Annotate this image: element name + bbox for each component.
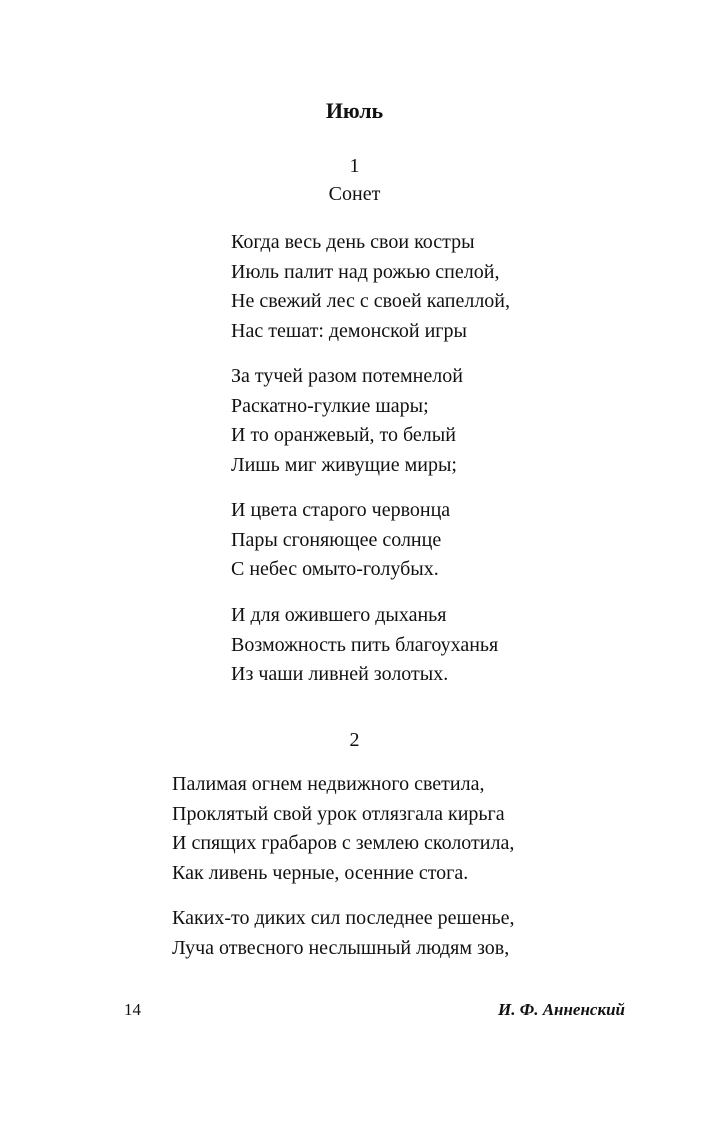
verse-line: И то оранжевый, то белый: [231, 424, 456, 446]
verse-line: Проклятый свой урок отлязгала кирьга: [172, 802, 505, 825]
part-number-1: 1: [349, 155, 360, 177]
stanza-1-4: [231, 601, 498, 690]
verse-line: Раскатно-гулкие шары;: [231, 394, 429, 417]
verse-line: Не свежий лес с своей капеллой,: [231, 290, 511, 312]
verse-line: Пары сгоняющее солнце: [231, 528, 442, 551]
verse-line: И для ожившего дыханья: [231, 604, 447, 626]
verse-line: Палимая огнем недвижного светила,: [172, 773, 485, 795]
stanza-2-1: [172, 770, 514, 888]
verse-line: Когда весь день свои костры: [231, 231, 475, 253]
verse-line: Июль палит над рожью спелой,: [231, 260, 500, 283]
verse-line: За тучей разом потемнелой: [231, 365, 463, 387]
verse-line: И спящих грабаров с землею сколотила,: [172, 832, 515, 854]
verse-line: И цвета старого червонца: [231, 499, 451, 521]
verse-line: С небес омыто-голубых.: [231, 558, 439, 580]
verse-line: Как ливень черные, осенние стога.: [172, 861, 469, 884]
verse-line: Нас тешат: демонской игры: [231, 319, 467, 342]
stanza-1-3: [231, 496, 450, 585]
verse-line: Возможность пить благоуханья: [231, 633, 499, 656]
verse-line: Из чаши ливней золотых.: [231, 663, 449, 685]
page-number: 14: [124, 1000, 141, 1019]
stanza-2-2: [172, 904, 515, 963]
stanza-1-1: [231, 228, 510, 346]
verse-line: Лишь миг живущие миры;: [231, 453, 457, 476]
running-footer-author: И. Ф. Анненский: [498, 1000, 625, 1019]
verse-line: Каких-то диких сил последнее решенье,: [172, 907, 515, 929]
part-number-2: 2: [349, 729, 360, 751]
part-subtitle: Сонет: [328, 183, 381, 205]
stanza-1-2: [231, 362, 463, 480]
verse-line: Луча отвесного неслышный людям зов,: [172, 936, 510, 959]
poem-title: Июль: [325, 98, 384, 123]
